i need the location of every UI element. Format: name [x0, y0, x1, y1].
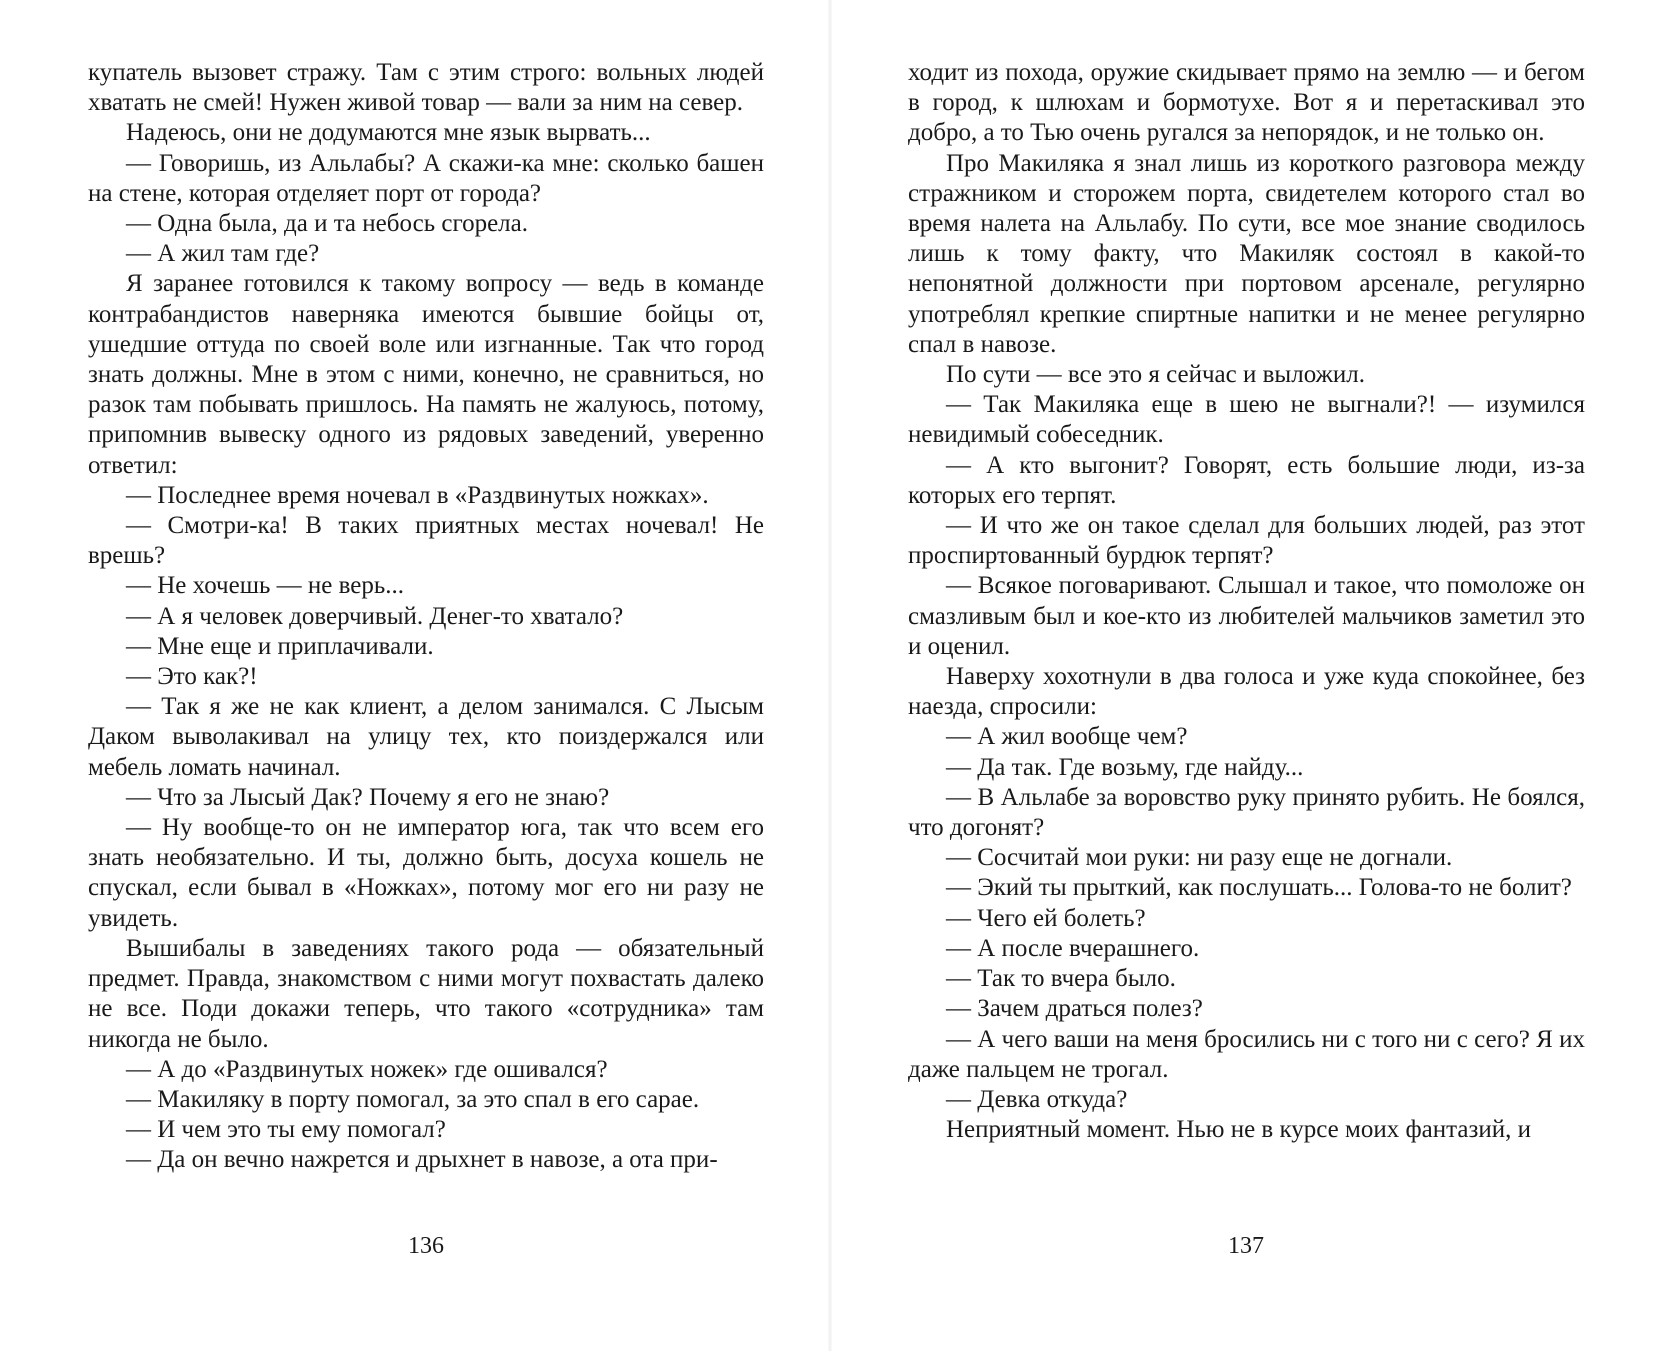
paragraph: Надеюсь, они не додумаются мне язык вырвать... [126, 119, 651, 147]
paragraph: — А я человек доверчивый. Денег-то хватало? [126, 602, 624, 630]
paragraph: — Так Макиляка еще в шею не выгнали?! — изумился невидимый собеседник. [908, 391, 1585, 449]
paragraph: — Не хочешь — не верь... [126, 572, 405, 600]
paragraph: — А жил там где? [126, 240, 320, 268]
left-page [0, 0, 828, 1351]
paragraph: купатель вызовет стражу. Там с этим строго: вольных людей хватать не смей! Нужен живой товар — вали за ним на север. [88, 59, 764, 117]
paragraph: — Одна была, да и та небось сгорела. [126, 210, 528, 238]
paragraph: — Девка откуда? [946, 1085, 1128, 1113]
paragraph: Я заранее готовился к такому вопросу — ведь в команде контрабандистов наверняка имеются бывшие бойцы от, ушедшие оттуда по своей воле или изгнанные. Так что город знать должны. Мне в этом с ними, конечно, не сравниться, но разок там побывать пришлось. На память не жалуюсь, потому, припомнив вывеску одного из рядовых заведений, уверенно ответил: [88, 270, 764, 479]
paragraph: — Всякое поговаривают. Слышал и такое, что помоложе он смазливым был и кое-кто из любителей мальчиков заметил это и оценил. [908, 572, 1585, 660]
paragraph: — Макиляку в порту помогал, за это спал в его сарае. [126, 1085, 700, 1113]
paragraph: — Экий ты прыткий, как послушать... Голова-то не болит? [946, 874, 1572, 902]
paragraph: Вышибалы в заведениях такого рода — обязательный предмет. Правда, знакомством с ними могут похвастать далеко не все. Поди докажи теперь, что такого «сотрудника» там никогда не было. [88, 934, 764, 1053]
paragraph: По сути — все это я сейчас и выложил. [946, 361, 1365, 389]
left-page-text [88, 58, 764, 1176]
paragraph: — В Альлабе за воровство руку принято рубить. Не боялся, что догонят? [908, 783, 1585, 842]
paragraph: — Ну вообще-то он не император юга, так что всем его знать необязательно. И ты, должно быть, досуха кошель не спускал, если бывал в «Ножках», потому мог его ни разу не увидеть. [88, 814, 764, 932]
paragraph: — Смотри-ка! В таких приятных местах ночевал! Не врешь? [88, 512, 764, 570]
paragraph: — А чего ваши на меня бросились ни с того ни с сего? Я их даже пальцем не трогал. [908, 1025, 1585, 1083]
paragraph: — Так я же не как клиент, а делом занимался. С Лысым Даком выволакивал на улицу тех, кто поиздержался или мебель ломать начинал. [88, 693, 764, 781]
paragraph: — Что за Лысый Дак? Почему я его не знаю? [126, 783, 610, 811]
page-number-right: 137 [1228, 1233, 1264, 1259]
paragraph: — И что же он такое сделал для больших людей, раз этот проспиртованный бурдюк терпят? [908, 512, 1585, 570]
paragraph: — И чем это ты ему помогал? [126, 1116, 446, 1144]
paragraph: ходит из похода, оружие скидывает прямо на землю — и бегом в город, к шлюхам и бормотухе. Вот я и перетаскивал это добро, а то Тью очень ругался за непорядок, и не только он. [908, 59, 1585, 147]
paragraph: Неприятный момент. Нью не в курсе моих фантазий, и [946, 1116, 1531, 1144]
paragraph: — Мне еще и приплачивали. [126, 632, 434, 660]
paragraph: — Последнее время ночевал в «Раздвинутых ножках». [126, 481, 709, 509]
paragraph: — А до «Раздвинутых ножек» где ошивался? [126, 1055, 608, 1083]
paragraph: — А жил вообще чем? [946, 723, 1188, 751]
paragraph: — Да так. Где возьму, где найду... [946, 753, 1304, 781]
paragraph: — Чего ей болеть? [946, 904, 1146, 932]
paragraph: — Зачем драться полез? [946, 995, 1203, 1023]
paragraph: Про Макиляка я знал лишь из короткого разговора между стражником и сторожем порта, свидетелем которого стал во время налета на Альлабу. По сути, все мое знание сводилось лишь к тому факту, что Макиляк состоял в какой-то непонятной должности при портовом арсенале, регулярно употреблял крепкие спиртные напитки и не менее регулярно спал в навозе. [908, 149, 1585, 358]
paragraph: — Так то вчера было. [946, 965, 1176, 993]
paragraph: — Сосчитай мои руки: ни разу еще не догнали. [946, 844, 1453, 872]
paragraph: Наверху хохотнули в два голоса и уже куда спокойнее, без наезда, спросили: [908, 663, 1585, 721]
paragraph: — Да он вечно нажрется и дрыхнет в навозе, а ота при- [126, 1146, 718, 1174]
paragraph: — Это как?! [126, 663, 258, 691]
paragraph: — А кто выгонит? Говорят, есть большие люди, из-за которых его терпят. [908, 451, 1585, 509]
paragraph: — А после вчерашнего. [946, 934, 1200, 962]
paragraph: — Говоришь, из Альлабы? А скажи-ка мне: сколько башен на стене, которая отделяет порт от города? [88, 149, 764, 207]
right-page [832, 0, 1660, 1351]
page-number-left: 136 [408, 1233, 444, 1259]
right-page-text [908, 58, 1585, 1145]
